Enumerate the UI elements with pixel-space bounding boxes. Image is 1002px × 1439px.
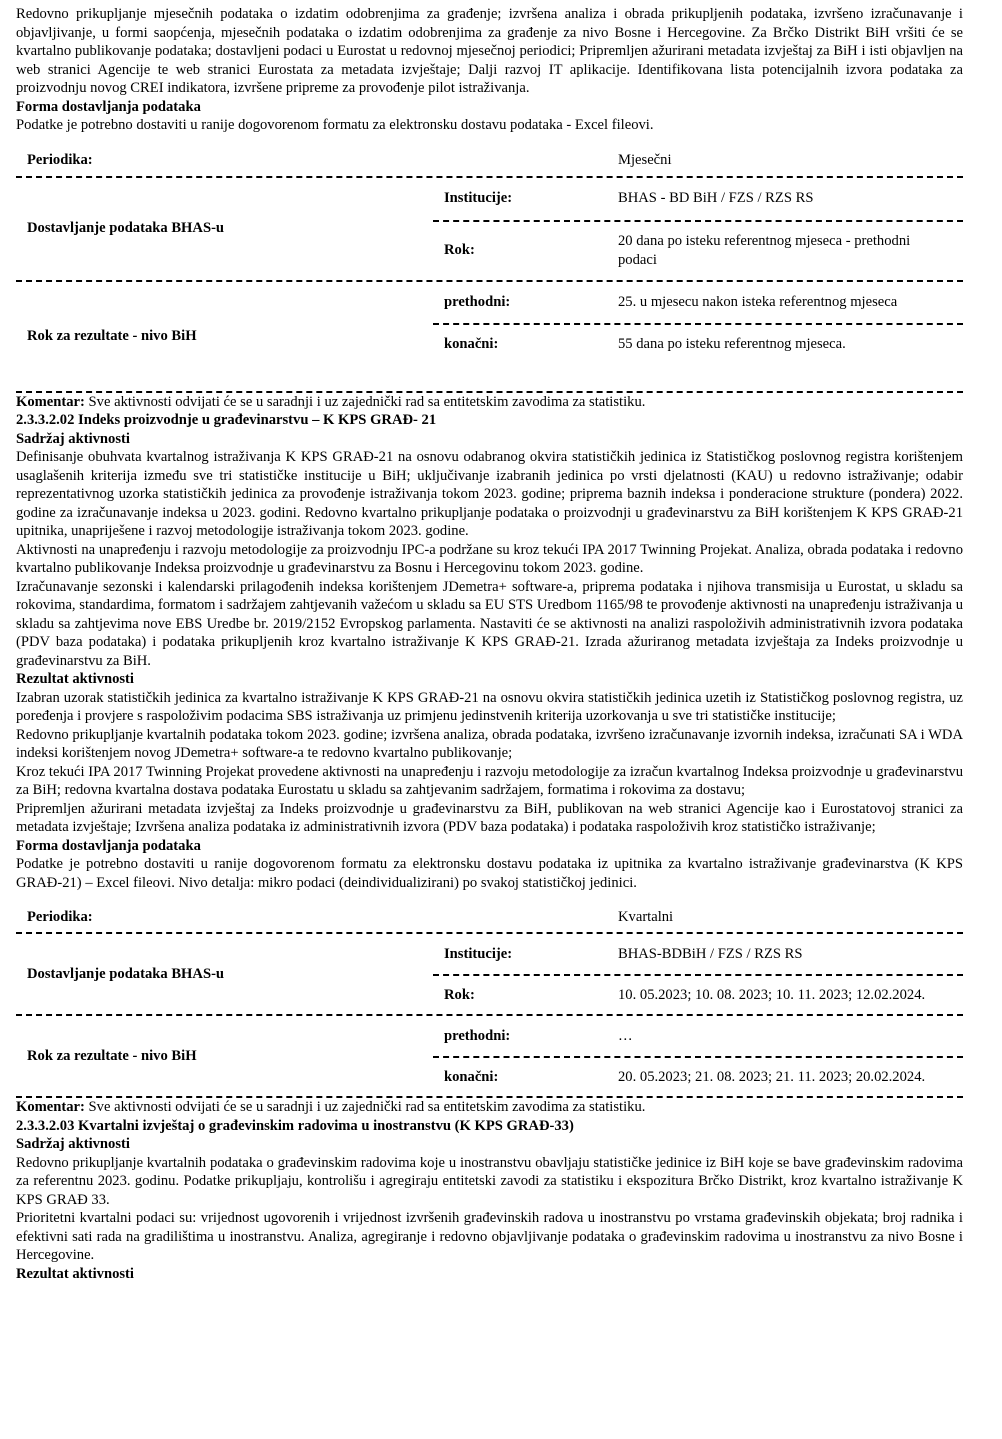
konacni-value: 20. 05.2023; 21. 08. 2023; 21. 11. 2023; 20.02.2024. (618, 1068, 926, 1085)
sadrzaj-paragraph: Prioritetni kvartalni podaci su: vrijednost ugovorenih i vrijednost izvršenih građevinskih radova u inostranstvu po vrstama građevinskih objekata; broj radnika i efektivni sati rada na gradilištima u inostranstvu. Analiza, agregiranje i redovno objavljivanje podataka o građevinskim radovima u inostranstvu za nivo Bosne i Hercegovine. (16, 1210, 963, 1263)
rezultat-heading-2: Rezultat aktivnosti (16, 671, 134, 687)
dostavljanje-label: Dostavljanje podataka BHAS-u (27, 220, 225, 237)
institucije-label: Institucije: (444, 190, 513, 207)
institucije-value: BHAS-BDBiH / FZS / RZS RS (618, 945, 803, 962)
prethodni-label: prethodni: (444, 1027, 511, 1044)
sadrzaj-paragraph: Definisanje obuhvata kvartalnog istraživanja K KPS GRAĐ-21 na osnovu odabranog okvira statističkih jedinica iz Statističkog poslovnog registra korištenjem usaglašenih kriterija između sve tri statističke institucije u BiH; uključivanje izabranih jedinica po vrsti djelatnosti (KAU) u redovno istraživanje; odabir reprezentativnog uzorka statističkih jedinica za provođenje istraživanja tokom 2023. godine; priprema baznih indeksa i ponderacione strukture (pondera) 2022. godine za izračunavanje indeksa u 2023. godini. Redovno kvartalno prikupljanje podataka o proizvodnji u građevinarstvu za BiH korištenjem K KPS GRAĐ-21 upitnika, unapriješene i razvoj metodologije istraživanja tokom 2023. godine. (16, 449, 963, 539)
rezultati-label: Rok za rezultate - nivo BiH (27, 327, 197, 344)
forma-text-2: Podatke je potrebno dostaviti u ranije dogovorenom formatu za elektronsku dostavu podataka iz upitnika za kvartalno istraživanje građevinarstva (K KPS GRAĐ-21) – Excel fileovi. Nivo detalja: mikro podaci (deindividualizirani) po svakoj statističkoj jedinici. (16, 856, 963, 891)
section-3-title: 2.3.3.2.03 Kvartalni izvještaj o građevinskim radovima u inostranstvu (K KPS GRAĐ-33) (16, 1117, 574, 1134)
komentar-label-1: Komentar: (16, 393, 85, 410)
sadrzaj-paragraph: Izračunavanje sezonski i kalendarski prilagođenih indeksa korištenjem JDemetra+ software-a, priprema podataka i njihova transmisija u Eurostat, u skladu sa rokovima, standardima, formatom i sadržajem zahtjevanih važećom u skladu sa EU STS Uredbom 1165/98 te provođenje aktivnosti na unapređenju istraživanja u skladu sa zahtjevima nove EBS Uredbe br. 2019/2152 Evropskog parlamenta. Nastaviti će se aktivnosti na analizi raspoloživih administrativnih izvora podataka (PDV baza podataka) i podataka prikupljenih kroz kvartalno istraživanje K KPS GRAĐ-21. Izrada ažuriranog metadata izvještaja za Indeks proizvodnje u građevinarstvu za BiH. (16, 578, 963, 669)
periodika-value: Mjesečni (618, 152, 672, 169)
komentar-text-2: Sve aktivnosti odvijati će se u saradnji i uz zajednički rad sa entitetskim zavodima za statistiku. (84, 1099, 646, 1115)
sadrzaj-heading-2: Sadržaj aktivnosti (16, 430, 130, 447)
intro-paragraph: Redovno prikupljanje mjesečnih podataka o izdatim odobrenjima za građenje; izvršena analiza i obrada prikupljenih podataka, izvršeno izračunavanje i objavljivanje, u formi saopćenja, mjesečnih podataka o izdatim odobrenjima za građenje za nivo Bosne i Hercegovine. Za Brčko Distrikt BiH vršiti će se kvartalno publikovanje podataka; dostavljeni podaci u Eurostat u redovnoj mjesečnoj periodici; Pripremljen ažurirani metadata izvještaj za BiH i isti objavljen na web stranici Agencije te web stranici Eurostata za metadata izvještaje; Dalji razvoj IT aplikacije. Identifikovana lista potencijalnih izvora podataka za proizvodnju novog CREI indikatora, izvršene pripreme za provođenje pilot istraživanja. (16, 6, 963, 96)
sadrzaj-heading-3: Sadržaj aktivnosti (16, 1136, 130, 1152)
dostavljanje-label: Dostavljanje podataka BHAS-u (27, 965, 225, 982)
komentar-1 (16, 393, 963, 412)
rezultat-paragraph: Kroz tekući IPA 2017 Twinning Projekat provedene aktivnosti na unapređenju i razvoju metodologije za izračun kvartalnog Indeksa proizvodnje u građevinarstvu za BiH; redovna kvartalna dostava podataka Eurostatu u skladu sa zahtjevanim sadržajem, formatima i rokovima za dostavu; (16, 763, 963, 798)
rok-value: 10. 05.2023; 10. 08. 2023; 10. 11. 2023; 12.02.2024. (618, 986, 926, 1003)
institucije-label: Institucije: (444, 945, 513, 962)
forma-heading-2: Forma dostavljanja podataka (16, 837, 201, 854)
spec-table-2 (16, 896, 963, 1098)
periodika-label: Periodika: (27, 152, 93, 169)
forma-heading-1: Forma dostavljanja podataka (16, 98, 201, 115)
rezultat-paragraph: Izabran uzorak statističkih jedinica za kvartalno istraživanje K KPS GRAĐ-21 na osnovu okvira statističkih jedinica uzetih iz Statističkog poslovnog registra, uz poređenja i provjere s raspoloživim podacima SBS istraživanja uz primjenu jedinstvenih kriterija uzorkovanja u sve tri statističke institucije; (16, 689, 963, 724)
rezultati-label: Rok za rezultate - nivo BiH (27, 1047, 197, 1064)
section-2-title: 2.3.3.2.02 Indeks proizvodnje u građevinarstvu – K KPS GRAĐ- 21 (16, 412, 437, 428)
rok-value: 20 dana po isteku referentnog mjeseca - prethodni podaci (618, 233, 911, 268)
sadrzaj-paragraph: Aktivnosti na unapređenju i razvoju metodologije za proizvodnju IPC-a podržane su kroz tekući IPA 2017 Twinning Projekat. Analiza, obrada podataka i redovno kvartalno publikovanje Indeksa proizvodnje u građevinarstvu za Bosnu i Hercegovinu tokom 2023. godine. (16, 541, 963, 576)
prethodni-value: … (618, 1027, 633, 1044)
forma-text-1: Podatke je potrebno dostaviti u ranije dogovorenom formatu za elektronsku dostavu podataka - Excel fileovi. (16, 117, 654, 133)
sadrzaj-paragraph: Redovno prikupljanje kvartalnih podataka o građevinskim radovima koje u inostranstvu obavljaju statističke jedinice iz BiH koje se bave građevinskim radovima za referentnu 2023. godinu. Podatke prikupljaju, kontrolišu i agregiraju entitetski zavodi za statistiku i ekspozitura Brčko Distrikt, kroz kvartalno istraživanje K KPS GRAĐ 33. (16, 1154, 963, 1208)
konacni-value: 55 dana po isteku referentnog mjeseca. (618, 335, 846, 352)
document-page (16, 5, 963, 1283)
rezultat-paragraph: Redovno prikupljanje kvartalnih podataka tokom 2023. godine; izvršena analiza, obrada podataka, izvršeno izračunavanje izvornih indeksa, izračunati SA i WDA indeksi korištenjem novog JDemetra+ software-a te redovno kvartalno publikovanje; (16, 726, 963, 761)
konacni-label: konačni: (444, 335, 499, 352)
periodika-label: Periodika: (27, 908, 93, 925)
rezultat-heading-3: Rezultat aktivnosti (16, 1265, 134, 1282)
rok-label: Rok: (444, 242, 475, 259)
prethodni-value: 25. u mjesecu nakon isteka referentnog mjeseca (618, 293, 898, 310)
institucije-value: BHAS - BD BiH / FZS / RZS RS (618, 190, 814, 207)
rok-label: Rok: (444, 986, 475, 1003)
komentar-2 (16, 1098, 963, 1117)
konacni-label: konačni: (444, 1068, 499, 1085)
rezultat-paragraph: Pripremljen ažurirani metadata izvještaj za Indeks proizvodnje u građevinarstvu za BiH, publikovan na web stranici Agencije kao i Eurostatovoj stranici za metadata izvještaje; Izvršena analiza podataka iz administrativnih izvora (PDV baza podataka) i podataka raspoloživih kroz statističko istraživanje; (16, 800, 963, 835)
komentar-label-2: Komentar: (16, 1099, 85, 1115)
spec-table-1 (16, 140, 963, 393)
komentar-text-1: Sve aktivnosti odvijati će se u saradnji i uz zajednički rad sa entitetskim zavodima za statistiku. (84, 393, 646, 410)
periodika-value: Kvartalni (618, 908, 674, 925)
prethodni-label: prethodni: (444, 293, 511, 310)
